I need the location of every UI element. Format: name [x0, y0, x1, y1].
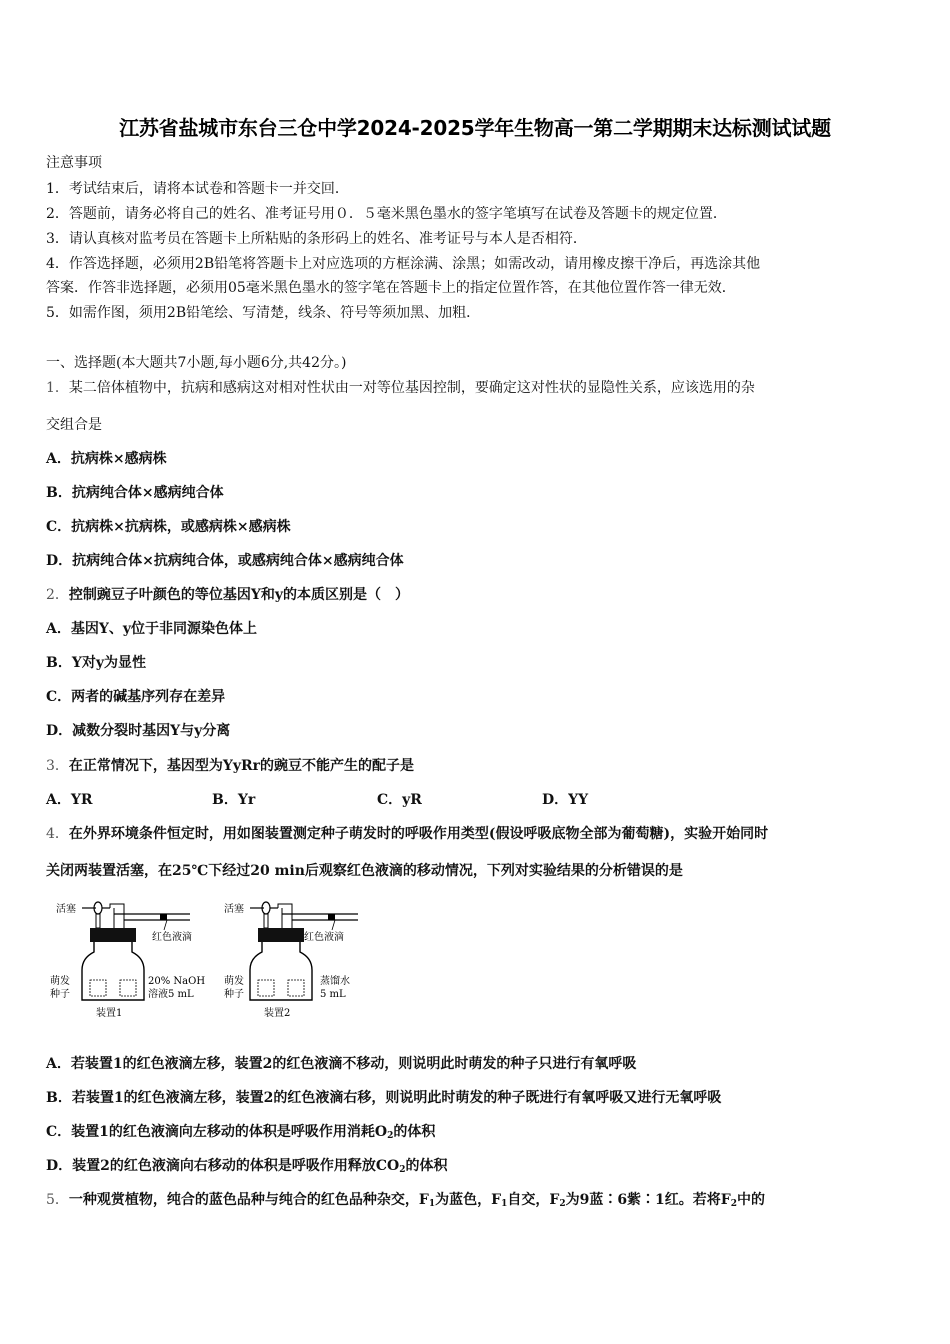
question-text: 某二倍体植物中，抗病和感病这对相对性状由一对等位基因控制，要确定这对性状的显隐性关系，应该选用的杂: [68, 380, 755, 396]
section-heading: 一、选择题(本大题共7小题,每小题6分,共42分。): [46, 355, 347, 371]
question-number: 4．: [46, 826, 69, 842]
device-1-label: 装置1: [96, 1008, 123, 1019]
option-b[interactable]: B．若装置1的红色液滴左移，装置2的红色液滴右移，则说明此时萌发的种子既进行有氧呼吸又进行无氧呼吸: [46, 1090, 722, 1106]
option-a[interactable]: A．抗病株×感病株: [46, 451, 167, 467]
notice-heading: 注意事项: [46, 155, 102, 171]
option-d[interactable]: D．装置2的红色液滴向右移动的体积是呼吸作用释放$CO_2$的体积: [46, 1158, 448, 1175]
device-2-label: 装置2: [264, 1008, 291, 1019]
seed-label: 种子: [50, 989, 70, 1000]
option-c[interactable]: C．抗病株×抗病株，或感病株×感病株: [46, 519, 291, 535]
drop-label: 红色液滴: [304, 932, 344, 943]
water-label: 5 mL: [320, 989, 346, 1000]
question-2: [46, 584, 409, 604]
question-text: 控制豌豆子叶颜色的等位基因Y和y的本质区别是（ ）: [68, 587, 410, 603]
valve-label: 活塞: [56, 904, 76, 915]
water-label: 蒸馏水: [320, 976, 350, 987]
device-1: [50, 902, 205, 1019]
page-title: 江苏省盐城市东台三仓中学2024-2025学年生物高一第二学期期末达标测试试题: [119, 116, 831, 140]
notice-item: 答案．作答非选择题，必须用05毫米黑色墨水的签字笔在答题卡上的指定位置作答，在其他位置作答一律无效．: [46, 280, 736, 296]
red-drop-icon: [160, 914, 167, 920]
option-b[interactable]: B．Y对y为显性: [46, 655, 146, 671]
device-2: [224, 902, 358, 1019]
seed-label: 萌发: [224, 976, 244, 987]
notice-item: 5．如需作图，须用2B铅笔绘、写清楚，线条、符号等须加黑、加粗．: [46, 305, 481, 321]
option-b[interactable]: B．抗病纯合体×感病纯合体: [46, 485, 224, 501]
option-c[interactable]: C．yR: [377, 792, 422, 808]
option-d[interactable]: D．YY: [542, 792, 589, 808]
question-number: 3．: [46, 758, 69, 774]
stopper-icon: [90, 928, 136, 942]
naoh-label: 溶液5 mL: [148, 989, 194, 1000]
option-a[interactable]: A．基因Y、y位于非同源染色体上: [46, 621, 257, 637]
notice-item: 2．答题前，请务必将自己的姓名、准考证号用０．５毫米黑色墨水的签字笔填写在试卷及答题卡的规定位置．: [46, 206, 727, 222]
question-number: 2．: [46, 587, 69, 603]
question-5: 5．一种观赏植物，纯合的蓝色品种与纯合的红色品种杂交，$F_1$为蓝色，$F_1$自交，$F_2$为9蓝∶6紫∶1红。若将$F_2$中的: [46, 1192, 766, 1209]
seed-label: 种子: [224, 989, 244, 1000]
option-b[interactable]: B．Yr: [212, 792, 256, 808]
valve-label: 活塞: [224, 904, 244, 915]
respiration-apparatus-figure: [48, 896, 368, 1022]
question-3: [46, 755, 414, 775]
option-d[interactable]: D．减数分裂时基因Y与y分离: [46, 723, 231, 739]
notice-item: 1．考试结束后，请将本试卷和答题卡一并交回．: [46, 181, 349, 197]
question-1: [46, 377, 755, 397]
option-a[interactable]: A．YR: [46, 792, 93, 808]
option-d[interactable]: D．抗病纯合体×抗病纯合体，或感病纯合体×感病纯合体: [46, 553, 404, 569]
question-number: 5．: [46, 1192, 69, 1208]
question-text: 在外界环境条件恒定时，用如图装置测定种子萌发时的呼吸作用类型(假设呼吸底物全部为葡萄糖)，实验开始同时: [68, 826, 769, 842]
question-text: 在正常情况下，基因型为YyRr的豌豆不能产生的配子是: [68, 758, 415, 774]
drop-label: 红色液滴: [152, 932, 192, 943]
notice-item: 4．作答选择题，必须用2B铅笔将答题卡上对应选项的方框涂满、涂黑；如需改动，请用橡皮擦干净后，再选涂其他: [46, 256, 761, 272]
seed-label: 萌发: [50, 976, 70, 987]
option-c[interactable]: C．两者的碱基序列存在差异: [46, 689, 226, 705]
option-c[interactable]: C．装置1的红色液滴向左移动的体积是呼吸作用消耗$O_2$的体积: [46, 1124, 436, 1141]
question-number: 1．: [46, 380, 69, 396]
red-drop-icon: [328, 914, 335, 920]
question-4-continued: 关闭两装置活塞，在25℃下经过20 min后观察红色液滴的移动情况，下列对实验结果的分析错误的是: [46, 863, 683, 879]
option-a[interactable]: A．若装置1的红色液滴左移，装置2的红色液滴不移动，则说明此时萌发的种子只进行有氧呼吸: [46, 1056, 637, 1072]
question-1-continued: 交组合是: [46, 417, 102, 433]
naoh-label: 20% NaOH: [148, 976, 206, 987]
notice-item: 3．请认真核对监考员在答题卡上所粘贴的条形码上的姓名、准考证号与本人是否相符．: [46, 231, 587, 247]
stopper-icon: [258, 928, 304, 942]
question-4: [46, 823, 768, 843]
